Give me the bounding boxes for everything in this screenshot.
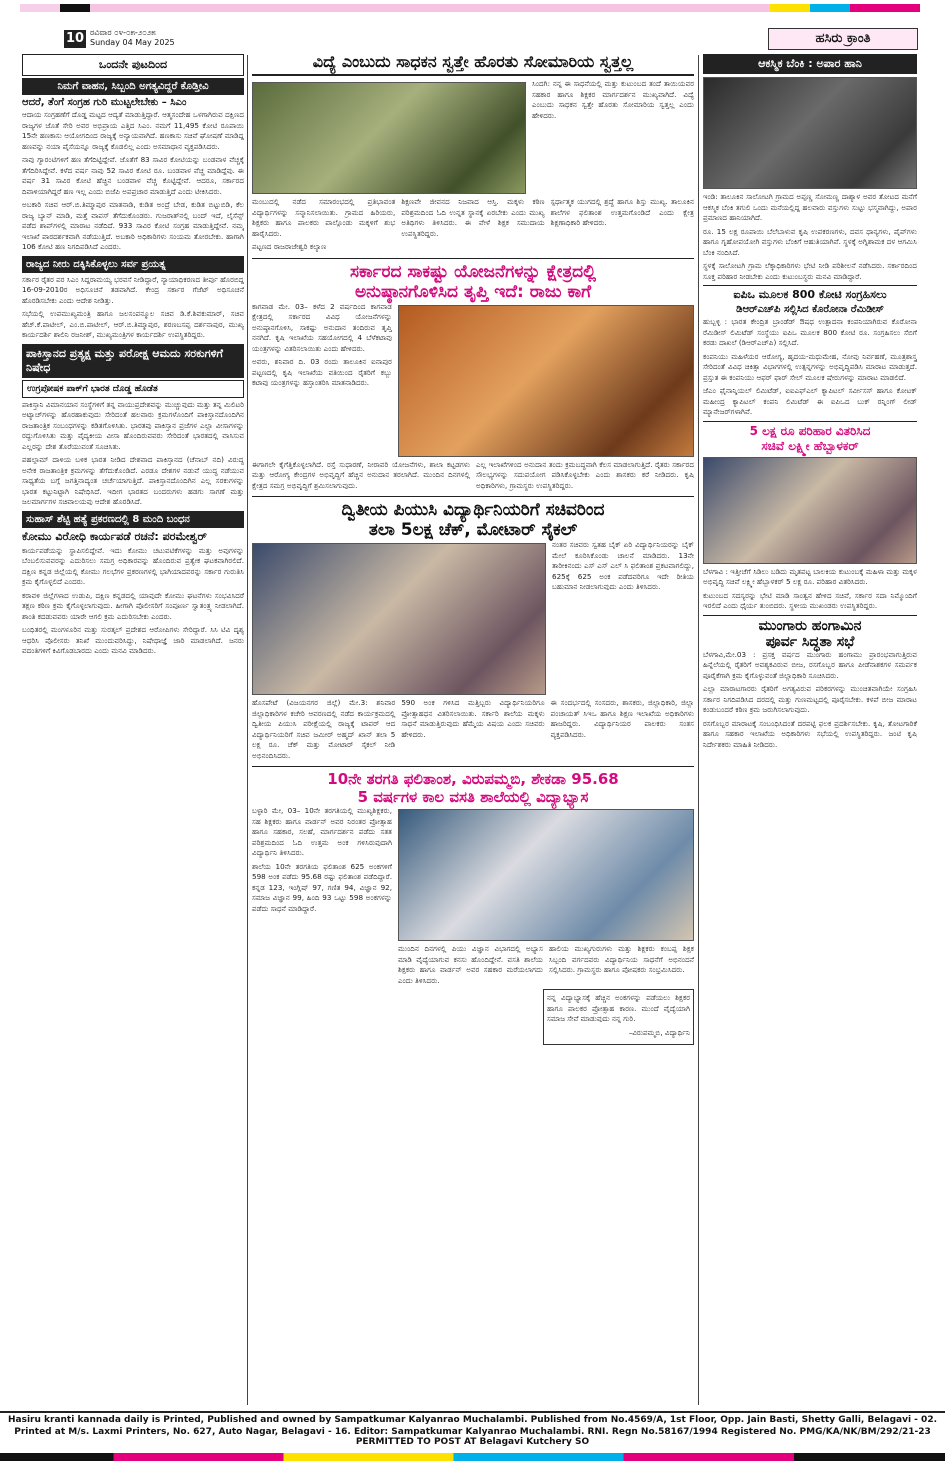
story-kicker: ಉಗ್ರಪೋಷಕ ಪಾಕ್‌ಗೆ ಭಾರತ ದೊಡ್ಡ ಹೊಡೆತ: [22, 380, 244, 398]
story-paragraph: ಬೆಳಗಾವಿ,ಮೇ.03 : ಪ್ರಸಕ್ತ ವರ್ಷದ ಮುಂಗಾರು ಹಂಗಾಮು ಪ್ರಾರಂಭವಾಗುತ್ತಿರುವ ಹಿನ್ನೆಲೆಯಲ್ಲಿ ರೈತರಿಗೆ ಅವಶ್ಯಕವಿರುವ ಬೀಜ, ರಸಗೊಬ್ಬರ ಹಾಗೂ ಪೀಡೆನಾಶಕಗಳ ಸಮರ್ಪಕ ಪೂರೈಕೆಗಾಗಿ ಕ್ರಮ ಕೈಗೊಳ್ಳುವಂತೆ ಜಿಲ್ಲಾಧಿಕಾರಿ ಸೂಚಿಸಿದರು.: [703, 649, 917, 680]
story-paragraph: ರಸಗೊಬ್ಬರ ಮಾರಾಟಕ್ಕೆ ಸಂಬಂಧಿಸಿದಂತೆ ದರಪಟ್ಟಿ ಫಲಕ ಪ್ರದರ್ಶಿಸಬೇಕು. ಕೃಷಿ, ತೋಟಗಾರಿಕೆ ಹಾಗೂ ಸಹಕಾರ ಇಲಾಖೆಯ ಅಧಿಕಾರಿಗಳು ಸಭೆಯಲ್ಲಿ ಉಪಸ್ಥಿತರಿದ್ದರು. ಜಂಟಿ ಕೃಷಿ ನಿರ್ದೇಶಕರು ಮಾಹಿತಿ ನೀಡಿದರು.: [703, 718, 917, 749]
story-paragraph: ಹಾಲಿಯ ಮುಖ್ಯಗುರುಗಳು ಮತ್ತು ಶಿಕ್ಷಕರು ಕಂಬಪ್ಪ ಶಿಕ್ಷಕ ಸಿಬ್ಬಂದಿ ವರ್ಗದವರು ವಿದ್ಯಾರ್ಥಿನಿಯ ಸಾಧನೆಗೆ ಅಭಿನಂದನೆ ಸಲ್ಲಿಸಿದರು. ಗ್ರಾಮಸ್ಥರು ಹಾಗೂ ಪೋಷಕರು ಸಂಭ್ರಮಿಸಿದರು.: [549, 944, 694, 974]
story-headline: 5 ವರ್ಷಗಳ ಕಾಲ ವಸತಿ ಶಾಲೆಯಲ್ಲಿ ವಿದ್ಯಾಭ್ಯಾಸ: [357, 788, 589, 806]
story-paragraph: ಕಂಪನಿಯು ಮಹಿಳೆಯರ ಆರೋಗ್ಯ, ಹೃದಯ-ಮಧುಮೇಹ, ನೋವು ನಿರ್ವಹಣೆ, ಮೂತ್ರಶಾಸ್ತ್ರ ಸೇರಿದಂತೆ ವಿವಿಧ ಚಿಕಿತ್ಸಾ ವಿಭಾಗಗಳಲ್ಲಿ ಉತ್ಪನ್ನಗಳನ್ನು ಅಭಿವೃದ್ಧಿಪಡಿಸಿ ಮಾರಾಟ ಮಾಡುತ್ತದೆ. ಪ್ರಸ್ತುತ ಈ ಕಂಪನಿಯು ಆಫರ್ ಫಾರ್ ಸೇಲ್ ಮೂಲಕ ಷೇರುಗಳನ್ನು ಮಾರಾಟ ಮಾಡಲಿದೆ.: [703, 351, 917, 382]
date-english: Sunday 04 May 2025: [90, 38, 175, 47]
story-paragraph: ರೂ. 15 ಲಕ್ಷ ರೂಪಾಯಿ ಬೆಲೆಬಾಳುವ ಕೃಷಿ ಉಪಕರಣಗಳು, ದವಸ ಧಾನ್ಯಗಳು, ಪೈಪ್‌ಗಳು ಹಾಗೂ ಗೃಹೋಪಯೋಗಿ ವಸ್ತುಗಳು ಬೆಂಕಿಗೆ ಆಹುತಿಯಾಗಿವೆ. ಸ್ಥಳಕ್ಕೆ ಅಗ್ನಿಶಾಮಕ ದಳ ಆಗಮಿಸಿ ಬೆಂಕಿ ನಂದಿಸಿದೆ.: [703, 226, 917, 257]
story-byline: ಪಟ್ಟಣದ ರಾಜರಾಜೇಶ್ವರಿ ಕಲ್ಯಾಣ: [252, 242, 327, 251]
color-bar: [770, 4, 810, 12]
column-divider: [247, 55, 248, 1405]
story-headline: 5 ಲಕ್ಷ ರೂ ಪರಿಹಾರ ವಿತರಿಸಿದ: [703, 421, 917, 439]
story-headline: ಸುಹಾಸ್ ಶೆಟ್ಟಿ ಹತ್ಯೆ ಪ್ರಕರಣದಲ್ಲಿ 8 ಮಂದಿ ಬಂಧನ: [22, 511, 244, 528]
color-bar: [0, 1453, 945, 1461]
story-paragraph: ಕುಟುಂಬದ ಸದಸ್ಯರನ್ನು ಭೇಟಿ ಮಾಡಿ ಸಾಂತ್ವನ ಹೇಳಿದ ಸಚಿವೆ, ಸರ್ಕಾರ ಸದಾ ನಿಮ್ಮೊಂದಿಗೆ ಇರಲಿದೆ ಎಂದು ಧೈರ್ಯ ತುಂಬಿದರು. ಸ್ಥಳೀಯ ಮುಖಂಡರು ಉಪಸ್ಥಿತರಿದ್ದರು.: [703, 590, 917, 610]
color-bar: [90, 4, 770, 12]
story-paragraph: ಸಭೆಯಲ್ಲಿ ಉಪಮುಖ್ಯಮಂತ್ರಿ ಹಾಗೂ ಜಲಸಂಪನ್ಮೂಲ ಸಚಿವ ಡಿ.ಕೆ.ಶಿವಕುಮಾರ್, ಸಚಿವ ಹೆಚ್.ಕೆ.ಪಾಟೀಲ್, ಎಂ.ಬಿ.ಪಾಟೀಲ್, ಆರ್.ಬಿ.ತಿಮ್ಮಾಪುರ, ಶರಣಬಸಪ್ಪ ದರ್ಶನಾಪುರ, ಮುಖ್ಯ ಕಾರ್ಯದರ್ಶಿ ಶಾಲಿನಿ ರಜನೀಶ್, ಮುಖ್ಯಮಂತ್ರಿಗಳ ಕಾರ್ಯದರ್ಶಿ ಉಪಸ್ಥಿತರಿದ್ದರು.: [22, 309, 244, 339]
quote-text: ನನ್ನ ವಿದ್ಯಾಭ್ಯಾಸಕ್ಕೆ ಹೆಚ್ಚಿನ ಅಂಕಗಳನ್ನು ಪಡೆಯಲು ಶಿಕ್ಷಕರ ಹಾಗೂ ಪಾಲಕರ ಪ್ರೋತ್ಸಾಹ ಕಾರಣ. ಮುಂದೆ ವೈದ್ಯೆಯಾಗಿ ಸಮಾಜ ಸೇವೆ ಮಾಡುವುದು ನನ್ನ ಗುರಿ.: [547, 993, 690, 1023]
relief-photo: [703, 457, 917, 564]
award-photo: [252, 543, 546, 695]
story-paragraph: ನಾವು ಗ್ಯಾರಂಟಿಗಳಿಗೆ ಹಣ ತೆಗೆದಿಟ್ಟಿದ್ದೇವೆ. ಜೊತೆಗೆ 83 ಸಾವಿರ ಕೋಟಿಯನ್ನು ಬಂಡವಾಳ ವೆಚ್ಚಕ್ಕೆ ತೆಗೆದಿರಿಸಿದ್ದೇವೆ. ಕಳೆದ ವರ್ಷ ನಾವು 52 ಸಾವಿರ ಕೋಟಿ ರೂ. ಬಂಡವಾಳ ವೆಚ್ಚ ಮಾಡಿದ್ದೆವು. ಈ ವರ್ಷ 31 ಸಾವಿರ ಕೋಟಿ ಹೆಚ್ಚಿನ ಬಂಡವಾಳ ವೆಚ್ಚ ಕೊಟ್ಟಿದ್ದೇವೆ. ಆದರೂ, ಸರ್ಕಾರದ ದಿವಾಳಿಯಾಗಿದ್ದರೆ ಹಣ ಇಲ್ಲ ಎಂದು ಬಿಜೆಪಿ ಅಪಪ್ರಚಾರ ಮಾಡುತ್ತಿದೆ ಎಂದು ಟೀಕಿಸಿದರು.: [22, 155, 244, 196]
story-paragraph: ಜೆಎಂ ಫೈನಾನ್ಶಿಯಲ್ ಲಿಮಿಟೆಡ್, ಐಐಎಫ್‌ಎಲ್ ಕ್ಯಾಪಿಟಲ್ ಸರ್ವೀಸಸ್ ಹಾಗೂ ಕೋಟಕ್ ಮಹೀಂದ್ರ ಕ್ಯಾಪಿಟಲ್ ಕಂಪನಿ ಲಿಮಿಟೆಡ್ ಈ ಐಪಿಒದ ಬುಕ್ ರನ್ನಿಂಗ್ ಲೀಡ್ ಮ್ಯಾನೇಜರ್‌ಗಳಾಗಿವೆ.: [703, 386, 917, 416]
color-bar: [850, 4, 920, 12]
story-headline: ಅನುಷ್ಠಾನಗೊಳಿಸಿದ ತೃಪ್ತಿ ಇದೆ: ರಾಜು ಕಾಗೆ: [354, 281, 592, 302]
story-paragraph: ಎಲ್ಲಾ ಮಾರಾಟಗಾರರು ರೈತರಿಗೆ ಅಗತ್ಯವಿರುವ ಪರಿಕರಗಳನ್ನು ಮುಂಚಿತವಾಗಿಯೇ ಸಂಗ್ರಹಿಸಿ ಸರ್ಕಾರ ನಿಗದಿಪಡಿಸಿದ ದರದಲ್ಲಿ ಮತ್ತು ಗುಣಮಟ್ಟದಲ್ಲಿ ಪೂರೈಸಬೇಕು. ಕಳಪೆ ಬೀಜ ಮಾರಾಟ ಕಂಡುಬಂದರೆ ಕಠಿಣ ಕ್ರಮ ಜರುಗಿಸಲಾಗುವುದು.: [703, 684, 917, 714]
issue-date: [90, 28, 175, 48]
page-number: 10: [65, 31, 85, 46]
story-paragraph: ಆದಾಯ ಸಂಗ್ರಹಣೆಗೆ ದೊಡ್ಡ ಮಟ್ಟದ ಆದ್ಯತೆ ಮಾಡುತ್ತಿದ್ದಾರೆ. ಆತ್ಮಸಂದೇಹ ಒಳಗಾಗಿರುವ ದಕ್ಷಿಣದ ರಾಜ್ಯಗಳ ಜೊತೆ ಸೇರಿ ಅವರ ಅಭಿಪ್ರಾಯ ಎತ್ತಿದ ಸಿಎಂ. ನಮಗೆ 11,495 ಕೋಟಿ ರೂಪಾಯಿ 15ನೇ ಹಣಕಾಸು ಆಯೋಗದಿಂದ ರಾಜ್ಯಕ್ಕೆ ಅನ್ಯಾಯವಾಗಿದೆ. ಹಣಕಾಸು ಸಚಿವೆ ಘೋಷಣೆ ಮಾಡಿದ್ದ ಹಣವನ್ನು ನಯಾ ಪೈಸೆಯನ್ನೂ ರಾಜ್ಯಕ್ಕೆ ಕೊಡಲಿಲ್ಲ ಎಂದು ಅಸಮಾಧಾನ ವ್ಯಕ್ತಪಡಿಸಿದರು.: [22, 110, 244, 151]
left-column: [22, 52, 244, 1407]
middle-section: [252, 52, 694, 1407]
story-headline: ಮುಂಗಾರು ಹಂಗಾಮಿನ: [703, 615, 917, 634]
story-paragraph: ಕಾಗವಾಡ ಮೇ. 03– ಕಳೆದ 2 ವರ್ಷದಿಂದ ಕಾಗವಾಡ ಕ್ಷೇತ್ರದಲ್ಲಿ ಸರ್ಕಾರದ ವಿವಿಧ ಯೋಜನೆಗಳನ್ನು ಅನುಷ್ಠಾನಗೊಳಿಸಿ, ಸಾಕಷ್ಟು ಅನುದಾನ ತಂದಿರುವ ತೃಪ್ತಿ ನನಗಿದೆ. ಕೃಷಿ ಇಲಾಖೆಯ ಸಹಯೋಗದಲ್ಲಿ 4 ಬೆಳೆಕಟಾವು ಯಂತ್ರಗಳನ್ನು ವಿತರಿಸಲಾಯಿತು ಎಂದು ಹೇಳಿದರು.: [252, 301, 392, 353]
story-paragraph: ಅವರು, ಶನಿವಾರ ದಿ. 03 ರಂದು ತಾಲೂಕಿನ ಐನಾಪುರ ಪಟ್ಟಣದಲ್ಲಿ ಕೃಷಿ ಇಲಾಖೆಯ ವತಿಯಿಂದ ರೈತರಿಗೆ ಕಬ್ಬು ಕಟಾವು ಯಂತ್ರಗಳನ್ನು ಹಸ್ತಾಂತರಿಸಿ ಮಾತನಾಡಿದರು.: [252, 357, 392, 387]
story-kicker: ಕೋಮು ವಿರೋಧಿ ಕಾರ್ಯಪಡೆ ರಚನೆ: ಪರಮೇಶ್ವರ್: [22, 529, 207, 543]
story-kicker: ನಿಮಗೆ ವಾಹನ, ಸಿಬ್ಬಂದಿ ಅಗತ್ಯವಿದ್ದರೆ ಕೊಡ್ತೀವಿ: [22, 78, 244, 95]
story-paragraph: ಸರ್ಕಾರ ರೈತರ ಪರ ಸಿಎಂ ಸಿದ್ದರಾಮಯ್ಯ ಭರವಸೆ ನೀಡಿದ್ದಾರೆ, ನ್ಯಾಯಾಧಿಕರಣದ ತೀರ್ಪು ಹೊರಬಿದ್ದ 16-09-2010ರ ಅಧಿಸೂಚನೆ ತಡವಾಗಿದೆ. ಕೇಂದ್ರ ಸರ್ಕಾರ ಗೆಜೆಟ್ ಅಧಿಸೂಚನೆ ಹೊರಡಿಸಬೇಕು ಎಂದು ಆದೇಶ ನೀಡಿತ್ತು.: [22, 274, 244, 305]
event-photo: [252, 82, 526, 194]
color-bar: [20, 4, 60, 12]
color-bar: [810, 4, 850, 12]
story-paragraph: ಮುಂದಿನ ದಿನಗಳಲ್ಲಿ ಪಿಯು ವಿಜ್ಞಾನ ವಿಭಾಗದಲ್ಲಿ ಅಭ್ಯಾಸ ಮಾಡಿ ವೈದ್ಯೆಯಾಗುವ ಕನಸು ಹೊಂದಿದ್ದೇನೆ. ವಸತಿ ಶಾಲೆಯ ಶಿಕ್ಷಕರು ಹಾಗೂ ವಾರ್ಡನ್ ಅವರ ಸಹಕಾರ ಮರೆಯಲಾಗದು ಎಂದು ತಿಳಿಸಿದರು.: [398, 944, 543, 985]
story-paragraph: ಅಬಕಾರಿ ಸಚಿವ ಆರ್.ಬಿ.ತಿಮ್ಮಾಪುರ ಮಾತನಾಡಿ, ಕುಡಿತ ಅಂದ್ರೆ ಬೇಡ, ಕುಡಿತ ಬಿಟ್ಟುಬಿಡಿ, ಕೆಲ ರಾಜ್ಯ ಬ್ಯಾನ್ ಮಾಡಿ, ಮತ್ತೆ ವಾಪಸ್ ತೆಗೆದುಕೊಂಡರು. ಗುಜರಾತ್‌ನಲ್ಲಿ ಬಂದ್ ಇದೆ, ಲೈಸೆನ್ಸ್ ಪಡೆದ ಶಾಪ್‌ಗಳಲ್ಲಿ ಮಾರಾಟ ನಡೆದಿದೆ. 933 ಸಾವಿರ ಕೋಟಿ ಸಂಗ್ರಹ ಮಾಡುತ್ತಿದ್ದೇವೆ. ನಮ್ಮ ಇಲಾಖೆ ಪಾರದರ್ಶಕವಾಗಿ ನಡೆಯುತ್ತಿದೆ. ಅಬಕಾರಿ ಅಧಿಕಾರಿಗಳು ಸಂಯಮ ತೋರಬೇಕು. ಹಾಗಾಗಿ 106 ಕೋಟಿ ಹಣ ನಿಗದಿಪಡಿಸಿದೆ ಎಂದರು.: [22, 200, 244, 251]
story-headline: ಸರ್ಕಾರದ ಸಾಕಷ್ಟು ಯೋಜನೆಗಳನ್ನು ಕ್ಷೇತ್ರದಲ್ಲಿ: [349, 261, 597, 282]
story-paragraph: ಶಿಕ್ಷಣವೇ ಜೀವನದ ನಿಜವಾದ ಆಸ್ತಿ. ಮಕ್ಕಳು ಕಠಿಣ ಪರಿಶ್ರಮದಿಂದ ಓದಿ ಉನ್ನತ ಸ್ಥಾನಕ್ಕೆ ಏರಬೇಕು ಎಂದು ಮುಖ್ಯ ಅತಿಥಿಗಳು ತಿಳಿಸಿದರು. ಈ ವೇಳೆ ಶಿಕ್ಷಕ ಸಮುದಾಯ ಉಪಸ್ಥಿತರಿದ್ದರು.: [401, 197, 545, 238]
student-photo: [398, 809, 694, 941]
story-headline: ಪಾಕಿಸ್ತಾನದ ಪ್ರತ್ಯಕ್ಷ ಮತ್ತು ಪರೋಕ್ಷ ಆಮದು ಸರಕುಗಳಿಗೆ ನಿಷೇಧ: [22, 344, 244, 378]
story-paragraph: ಸ್ಪರ್ಧಾತ್ಮಕ ಯುಗದಲ್ಲಿ ಶ್ರದ್ಧೆ ಹಾಗೂ ಶಿಸ್ತು ಮುಖ್ಯ. ತಾಲೂಕಿನ ಶಾಲೆಗಳ ಫಲಿತಾಂಶ ಉತ್ತಮಗೊಂಡಿದೆ ಎಂದು ಕ್ಷೇತ್ರ ಶಿಕ್ಷಣಾಧಿಕಾರಿ ಹೇಳಿದರು.: [550, 197, 694, 227]
story-headline: ಐಪಿಒ ಮೂಲಕ 800 ಕೋಟಿ ಸಂಗ್ರಹಿಸಲು: [703, 285, 917, 302]
story-paragraph: ಹೊಸಪೇಟೆ (ವಿಜಯನಗರ ಜಿಲ್ಲೆ) ಮೇ.3: ಶನಿವಾರ ಜಿಲ್ಲಾಧಿಕಾರಿಗಳ ಕಚೇರಿ ಆವರಣದಲ್ಲಿ ನಡೆದ ಕಾರ್ಯಕ್ರಮದಲ್ಲಿ ದ್ವಿತೀಯ ಪಿಯುಸಿ ಪರೀಕ್ಷೆಯಲ್ಲಿ ರಾಜ್ಯಕ್ಕೆ ಟಾಪರ್ ಆದ ವಿದ್ಯಾರ್ಥಿನಿಯರಿಗೆ ಸಚಿವ ಜಮೀರ್ ಅಹ್ಮದ್ ಖಾನ್ ತಲಾ 5 ಲಕ್ಷ ರೂ. ಚೆಕ್ ಮತ್ತು ಮೋಟಾರ್ ಸೈಕಲ್ ನೀಡಿ ಅಭಿನಂದಿಸಿದರು.: [252, 698, 396, 760]
story-paragraph: ಪಹಲ್ಗಾಮ್ ದಾಳಿಯ ಬಳಿಕ ಭಾರತ ನೀಡಿದ ದೇಶವಾದ ಪಾಕಿಸ್ತಾನದ (ಚೆನಾಬ್ ನದಿ) ವಿರುದ್ಧ ಅನೇಕ ರಾಜತಾಂತ್ರಿಕ ಕ್ರಮಗಳನ್ನು ತೆಗೆದುಕೊಂಡಿದೆ. ಎರಡೂ ದೇಶಗಳ ನಡುವೆ ಯುದ್ಧ ನಡೆಯುವ ಸಾಧ್ಯತೆಯ ಬಗ್ಗೆ ಜಗತ್ತಿನಾದ್ಯಂತ ಚರ್ಚೆಯಾಗುತ್ತಿದೆ. ಪಾಕಿಸ್ತಾನದೊಂದಿಗಿನ ಎಲ್ಲ ಸರಕುಗಳನ್ನು ಭಾರತ ಕಟ್ಟುನಿಟ್ಟಾಗಿ ನಿಷೇಧಿಸಿದೆ. ಇದೀಗ ಭಾರತದ ಬಂದರುಗಳು ಹಡಗು ಸಾಗಣೆ ಮತ್ತು ಜಲಮಾರ್ಗಗಳ ಸಚಿವಾಲಯವು ಆದೇಶ ಹೊರಡಿಸಿದೆ.: [22, 455, 244, 506]
story-headline: ಪೂರ್ವ ಸಿದ್ಧತಾ ಸಭೆ: [765, 633, 855, 650]
quote-author: –ವಿರುಪಮ್ಮಬಿ, ವಿದ್ಯಾರ್ಥಿನಿ: [628, 1027, 690, 1037]
harvester-photo: [398, 305, 694, 457]
story-paragraph: ಕಾರ್ಯಪಡೆಯನ್ನು ಸ್ಥಾಪಿಸಲಿದ್ದೇವೆ. ಇದು ಕೋಮು ಚಟುವಟಿಕೆಗಳನ್ನು ಮತ್ತು ಅವುಗಳನ್ನು ಬೆಂಬಲಿಸುವವರನ್ನು ಎದುರಿಸಲು ಸಮಗ್ರ ಅಧಿಕಾರವನ್ನು ಹೊಂದಿರುವ ಪ್ರತ್ಯೇಕ ಘಟಕವಾಗಿರಲಿದೆ. ದಕ್ಷಿಣ ಕನ್ನಡ ಜಿಲ್ಲೆಯಲ್ಲಿ ಕೋಮು ಗಲಭೆಗಳ ಪ್ರಕರಣಗಳಲ್ಲಿ ಭಾಗಿಯಾದವರನ್ನು ಸರ್ಕಾರ ಗುರುತಿಸಿ ಕ್ರಮ ಕೈಗೊಳ್ಳಲಿದೆ ಎಂದರು.: [22, 545, 244, 586]
story-paragraph: ನಂತರ ಸಚಿವರು ಸ್ವತಹ ಬೈಕ್ ಏರಿ ವಿದ್ಯಾರ್ಥಿನಿಯರನ್ನು ಬೈಕ್ ಮೇಲೆ ಕೂರಿಸಿಕೊಂಡು ಚಾಲನೆ ಮಾಡಿದರು. 13ನೇ ತಾರೀಕಿನಂದು ಎಸ್ ಎಸ್ ಎಲ್ ಸಿ ಫಲಿತಾಂಶ ಪ್ರಕಟವಾಗಲಿದ್ದು, 625ಕ್ಕೆ 625 ಅಂಕ ಪಡೆದವರಿಗೂ ಇದೇ ರೀತಿಯ ಬಹುಮಾನ ನೀಡಲಾಗುವುದು ಎಂದು ತಿಳಿಸಿದರು.: [552, 540, 694, 591]
date-kannada: ರವಿವಾರ ೦೪-೦೫-೨೦೨೫: [90, 28, 156, 37]
story-headline: ಸಚಿವೆ ಲಕ್ಷ್ಮೀ ಹೆಬ್ಬಾಳಕರ್: [761, 438, 859, 453]
imprint-footer: [0, 1411, 945, 1467]
column-divider: [698, 55, 699, 1405]
color-bar: [60, 4, 90, 12]
story-headline: ತಲಾ 5ಲಕ್ಷ ಚೆಕ್, ಮೋಟಾರ್ ಸೈಕಲ್: [368, 520, 578, 540]
fire-photo: [703, 77, 917, 189]
story-paragraph: 590 ಅಂಕ ಗಳಿಸಿದ ಮತ್ತಿಬ್ಬರು ವಿದ್ಯಾರ್ಥಿನಿಯರಿಗೂ ಪ್ರೋತ್ಸಾಹಧನ ವಿತರಿಸಲಾಯಿತು. ಸರ್ಕಾರಿ ಶಾಲೆಯ ಮಕ್ಕಳು ಸಾಧನೆ ಮಾಡುತ್ತಿರುವುದು ಹೆಮ್ಮೆಯ ವಿಷಯ ಎಂದು ಸಚಿವರು ಹೇಳಿದರು.: [401, 698, 545, 739]
story-headline: 10ನೇ ತರಗತಿ ಫಲಿತಾಂಶ, ವಿರುಪಮ್ಮಬಿ, ಶೇಕಡಾ 95.68: [327, 770, 619, 788]
story-headline: ಆದರೆ, ತೆಂಗೆ ಸಂಗ್ರಹ ಗುರಿ ಮುಟ್ಟಲೇಬೇಕು – ಸಿಎಂ: [22, 97, 187, 108]
story-headline: ರಾಜ್ಯದ ನೀರು ದಕ್ಕಿಸಿಕೊಳ್ಳಲು ಸರ್ವ ಪ್ರಯತ್ನ: [22, 256, 244, 273]
story-paragraph: ಈಗಾಗಲೇ ಕೈಗೆತ್ತಿಕೊಳ್ಳಲಾಗಿದೆ. ರಸ್ತೆ ಸುಧಾರಣೆ, ನೀರಾವರಿ ಯೋಜನೆಗಳು, ಶಾಲಾ ಕಟ್ಟಡಗಳು ಮತ್ತು ಆರೋಗ್ಯ ಕೇಂದ್ರಗಳ ಅಭಿವೃದ್ಧಿಗೆ ಹೆಚ್ಚಿನ ಅನುದಾನ ತರಲಾಗಿದೆ. ಮುಂದಿನ ದಿನಗಳಲ್ಲಿ ಕ್ಷೇತ್ರದ ಸಮಗ್ರ ಅಭಿವೃದ್ಧಿಗೆ ಶ್ರಮಿಸಲಾಗುವುದು.: [252, 459, 470, 490]
story-paragraph: ಮಂಬುದಲ್ಲಿ ನಡೆದ ಸಮಾರಂಭದಲ್ಲಿ ಪ್ರತಿಭಾವಂತ ವಿದ್ಯಾರ್ಥಿಗಳನ್ನು ಸನ್ಮಾನಿಸಲಾಯಿತು. ಗ್ರಾಮದ ಹಿರಿಯರು, ಶಿಕ್ಷಕರು ಹಾಗೂ ಪಾಲಕರು ಪಾಲ್ಗೊಂಡು ಮಕ್ಕಳಿಗೆ ಶುಭ ಹಾರೈಸಿದರು.: [252, 197, 396, 238]
right-column: [703, 52, 917, 1407]
story-paragraph: ಬೆಳಗಾವಿ : ಇತ್ತೀಚೆಗೆ ಸಿಡಿಲು ಬಡಿದು ಮೃತಪಟ್ಟ ಬಾಲಕಿಯ ಕುಟುಂಬಕ್ಕೆ ಮಹಿಳಾ ಮತ್ತು ಮಕ್ಕಳ ಅಭಿವೃದ್ಧಿ ಸಚಿವೆ ಲಕ್ಷ್ಮೀ ಹೆಬ್ಬಾಳಕರ್ 5 ಲಕ್ಷ ರೂ. ಪರಿಹಾರ ವಿತರಿಸಿದರು.: [703, 566, 917, 586]
masthead: ಹಸಿರು ಕ್ರಾಂತಿ: [768, 28, 918, 50]
page-header: [0, 0, 945, 50]
imprint-line: Hasiru kranti kannada daily is Printed, Published and owned by Sampatkumar Kalyanrao Muchalambi. Published from No.4569/A, 1st Floor, Opp. Jain Basti, Shetty Galli, Belagavi - 02.: [8, 1415, 937, 1425]
story-paragraph: ಸಿಂದಗಿ: ನನ್ನ ಈ ಸಾಧನೆಯಲ್ಲಿ ಮತ್ತು ಕುಟುಂಬದ ತಂದೆ ತಾಯಿಯವರ ಸಹಕಾರ ಹಾಗೂ ಶಿಕ್ಷಕರ ಮಾರ್ಗದರ್ಶನ ಮುಖ್ಯವಾಗಿದೆ. ವಿದ್ಯೆ ಎಂಬುದು ಸಾಧಕನ ಸ್ವತ್ತೇ ಹೊರತು ಸೋಮಾರಿಯ ಸ್ವತ್ತಲ್ಲ ಎಂದು ಹೇಳಿದರು.: [532, 79, 694, 120]
section-title: ಒಂದನೇ ಪುಟದಿಂದ: [22, 54, 244, 76]
imprint-line: Printed at M/s. Laxmi Printers, No. 627, Auto Nagar, Belagavi - 16. Editor: Sampatkumar Kalyanrao Muchalambi. RNI. Regn No.58167/1994 Registered No. PMG/KA/NK/BM/292/21-23 PERMITTED TO POST AT Belagavi Kutchery SO: [14, 1427, 931, 1447]
story-headline: ಡಿಆರ್‌ಎಚ್‌ಪಿ ಸಲ್ಲಿಸಿದ ಕೊರೋನಾ ರೆಮಿಡೀಸ್: [736, 304, 884, 315]
story-paragraph: ಹುಬ್ಬಳ್ಳಿ : ಭಾರತ ಕೇಂದ್ರಿತ ಬ್ರಾಂಡೆಡ್ ಔಷಧ ಉತ್ಪಾದನಾ ಕಂಪನಿಯಾಗಿರುವ ಕೊರೋನಾ ರೆಮಿಡೀಸ್ ಲಿಮಿಟೆಡ್ ಸಂಸ್ಥೆಯು ಐಪಿಒ ಮೂಲಕ 800 ಕೋಟಿ ರೂ. ಸಂಗ್ರಹಿಸಲು ಸೆಬಿಗೆ ಕರಡು ದಾಖಲೆ (ಡಿಆರ್‌ಎಚ್‌ಪಿ) ಸಲ್ಲಿಸಿದೆ.: [703, 317, 917, 347]
story-paragraph: ಶಾಲೆಯ 10ನೇ ತರಗತಿಯ ಫಲಿತಾಂಶ 625 ಅಂಕಗಳಿಗೆ 598 ಅಂಕ ಪಡೆದು 95.68 ರಷ್ಟು ಫಲಿತಾಂಶ ಪಡೆದಿದ್ದಾರೆ. ಕನ್ನಡ 123, ಇಂಗ್ಲಿಷ್ 97, ಗಣಿತ 94, ವಿಜ್ಞಾನ 92, ಸಮಾಜ ವಿಜ್ಞಾನ 99, ಹಿಂದಿ 93 ಒಟ್ಟು 598 ಅಂಕಗಳನ್ನು ಪಡೆದು ಸಾಧನೆ ಮಾಡಿದ್ದಾರೆ.: [252, 861, 392, 913]
pull-quote: [543, 989, 694, 1045]
story-headline: ವಿದ್ಯೆ ಎಂಬುದು ಸಾಧಕನ ಸ್ವತ್ತೇ ಹೊರತು ಸೋಮಾರಿಯ ಸ್ವತ್ತಲ್ಲ: [252, 52, 694, 76]
story-paragraph: ಈ ಸಂದರ್ಭದಲ್ಲಿ ಸಂಸದರು, ಶಾಸಕರು, ಜಿಲ್ಲಾಧಿಕಾರಿ, ಜಿಲ್ಲಾ ಪಂಚಾಯತ್ ಸಿಇಒ ಹಾಗೂ ಶಿಕ್ಷಣ ಇಲಾಖೆಯ ಅಧಿಕಾರಿಗಳು ಹಾಜರಿದ್ದರು. ವಿದ್ಯಾರ್ಥಿನಿಯರ ಪಾಲಕರು ಸಂತಸ ವ್ಯಕ್ತಪಡಿಸಿದರು.: [550, 698, 694, 739]
story-paragraph: ಎಲ್ಲ ಇಲಾಖೆಗಳಿಂದ ಅನುದಾನ ತಂದು ಕ್ರಮಬದ್ಧವಾಗಿ ಕೆಲಸ ಮಾಡಲಾಗುತ್ತಿದೆ. ರೈತರು ಸರ್ಕಾರದ ಸೌಲಭ್ಯಗಳನ್ನು ಸದುಪಯೋಗ ಪಡಿಸಿಕೊಳ್ಳಬೇಕು ಎಂದು ಶಾಸಕರು ಕರೆ ನೀಡಿದರು. ಕೃಷಿ ಅಧಿಕಾರಿಗಳು, ಗ್ರಾಮಸ್ಥರು ಉಪಸ್ಥಿತರಿದ್ದರು.: [476, 459, 694, 490]
story-paragraph: ಕರಾವಳಿ ಜಿಲ್ಲೆಗಳಾದ ಉಡುಪಿ, ದಕ್ಷಿಣ ಕನ್ನಡದಲ್ಲಿ ಯಾವುದೇ ಕೋಮು ಘಟನೆಗಳು ಸಂಭವಿಸಿದರೆ ತಕ್ಷಣ ಕಠಿಣ ಕ್ರಮ ಕೈಗೊಳ್ಳಲಾಗುವುದು. ಹೀಗಾಗಿ ಪೊಲೀಸರಿಗೆ ಸಂಪೂರ್ಣ ಸ್ವಾತಂತ್ರ್ಯ ನೀಡಲಾಗಿದೆ. ಶಾಂತಿ ಕದಡುವವರು ಯಾರೇ ಆಗಲಿ ಕ್ರಮ ಎದುರಿಸಬೇಕು ಎಂದರು.: [22, 590, 244, 621]
story-headline: ಆಕಸ್ಮಿಕ ಬೆಂಕಿ : ಅಪಾರ ಹಾನಿ: [703, 54, 917, 74]
story-paragraph: ಬಂಧಿತರಲ್ಲಿ ಮಂಗಳೂರಿನ ಮತ್ತು ಸುರತ್ಕಲ್ ಪ್ರದೇಶದ ಆರೋಪಿಗಳು ಸೇರಿದ್ದಾರೆ. ಸಿಸಿ ಟಿವಿ ದೃಶ್ಯ ಆಧರಿಸಿ ಪೊಲೀಸರು ತನಿಖೆ ಮುಂದುವರಿಸಿದ್ದು, ನಿಷೇಧಾಜ್ಞೆ ಜಾರಿ ಮಾಡಲಾಗಿದೆ. ಜನರು ವದಂತಿಗಳಿಗೆ ಕಿವಿಗೊಡಬಾರದು ಎಂದು ಮನವಿ ಮಾಡಿದರು.: [22, 625, 244, 655]
story-paragraph: ಬಳ್ಳಾರಿ ಮೇ, 03– 10ನೇ ತರಗತಿಯಲ್ಲಿ ಮುಖ್ಯಶಿಕ್ಷಕರು, ಸಹ ಶಿಕ್ಷಕರು ಹಾಗೂ ವಾರ್ಡನ್ ಅವರ ನಿರಂತರ ಪ್ರೋತ್ಸಾಹ ಹಾಗೂ ಸಹಕಾರ, ಸಲಹೆ, ಮಾರ್ಗದರ್ಶನ ಪಡೆದು ಸತತ ಪರಿಶ್ರಮದಿಂದ ಓದಿ ಉತ್ತಮ ಅಂಕ ಗಳಿಸಿರುವುದಾಗಿ ವಿದ್ಯಾರ್ಥಿನಿ ತಿಳಿಸಿದರು.: [252, 806, 392, 857]
story-paragraph: ಸ್ಥಳಕ್ಕೆ ಸಾಲೋಟಗಿ ಗ್ರಾಮ ಲೆಕ್ಕಾಧಿಕಾರಿಗಳು ಭೇಟಿ ನೀಡಿ ಪರಿಶೀಲನೆ ನಡೆಸಿದರು. ಸರ್ಕಾರದಿಂದ ಸೂಕ್ತ ಪರಿಹಾರ ನೀಡಬೇಕು ಎಂದು ಕುಟುಂಬಸ್ಥರು ಮನವಿ ಮಾಡಿದ್ದಾರೆ.: [703, 261, 917, 281]
story-paragraph: ಪಾಕಿಸ್ತಾನಿ ವಿಮಾನಯಾನ ಸಂಸ್ಥೆಗಳಿಗೆ ತನ್ನ ವಾಯುಪ್ರದೇಶವನ್ನು ಮುಚ್ಚುವುದು ಮತ್ತು ತನ್ನ ಮಿಲಿಟರಿ ಅಟ್ಯಾಚ್‌ಗಳನ್ನು ಹೊರಹಾಕುವುದು ಸೇರಿದಂತೆ ಹಲವಾರು ಕ್ರಮಗಳೊಂದಿಗೆ ಪಾಕಿಸ್ತಾನದೊಂದಿಗಿನ ರಾಜತಾಂತ್ರಿಕ ಸಂಬಂಧಗಳನ್ನು ಕಡಿತಗೊಳಿಸಿತು. ಭಾರತವು ಪಾಕಿಸ್ತಾನ ಪ್ರಜೆಗಳ ಎಲ್ಲಾ ವೀಸಾಗಳನ್ನು ರದ್ದುಗೊಳಿಸಿತು ಮತ್ತು ವೈದ್ಯಕೀಯ ವೀಸಾ ಹೊಂದಿರುವವರು ಸೇರಿದಂತೆ ಭಾರತದಲ್ಲಿ ವಾಸಿಸುವ ಎಲ್ಲರನ್ನು ದೇಶ ತೊರೆಯುವಂತೆ ಸೂಚಿಸಿತು.: [22, 399, 244, 451]
story-paragraph: ಇಂಡಿ: ತಾಲೂಕಿನ ಸಾಲೋಟಗಿ ಗ್ರಾಮದ ಅಪ್ಪಣ್ಣ ಸೋಮಣ್ಣ ದಾಶ್ಯಾಳ ಅವರ ತೋಟದ ಮನೆಗೆ ಆಕಸ್ಮಿಕ ಬೆಂಕಿ ತಗುಲಿ ಒಂದು ಮನೆಯಲ್ಲಿದ್ದ ಹಲವಾರು ವಸ್ತುಗಳು ಸುಟ್ಟು ಭಸ್ಮವಾಗಿದ್ದು, ಅಪಾರ ಪ್ರಮಾಣದ ಹಾನಿಯಾಗಿದೆ.: [703, 192, 917, 222]
story-headline: ದ್ವಿತೀಯ ಪಿಯುಸಿ ವಿದ್ಯಾರ್ಥಿನಿಯರಿಗೆ ಸಚಿವರಿಂದ: [341, 500, 605, 520]
